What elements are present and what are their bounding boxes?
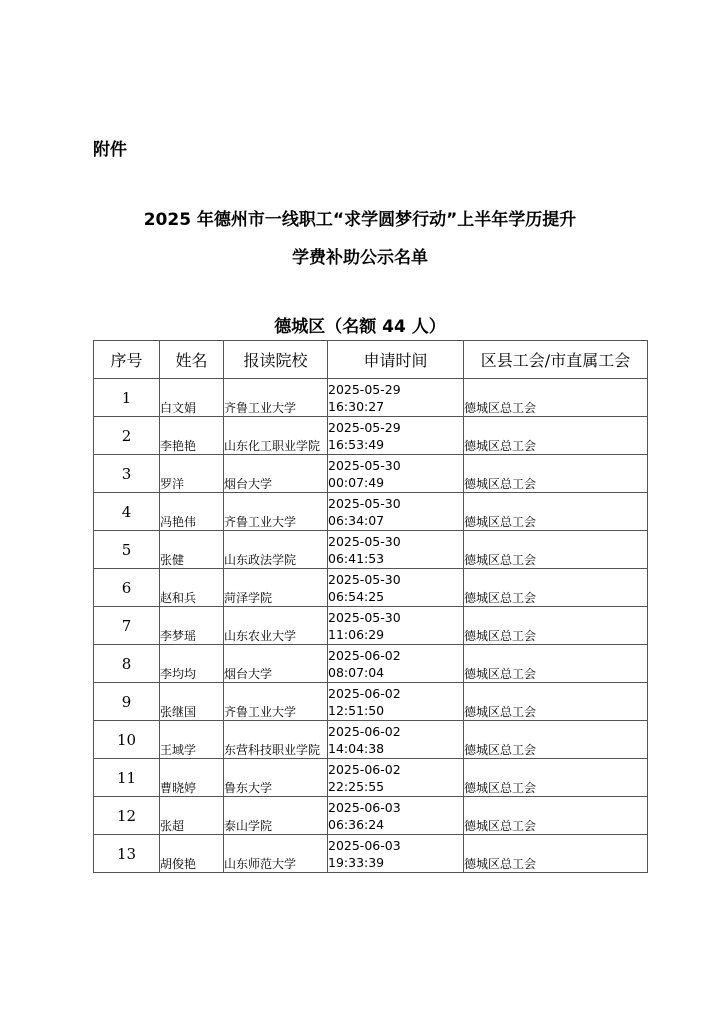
school-cell: 山东师范大学 — [224, 835, 328, 873]
table-row — [94, 797, 648, 835]
school-cell: 鲁东大学 — [224, 759, 328, 797]
apply-date: 2025-06-03 — [328, 837, 401, 853]
name-cell: 胡俊艳 — [160, 835, 224, 873]
table-row — [94, 417, 648, 455]
name-cell: 罗洋 — [160, 455, 224, 493]
seq-cell: 7 — [94, 607, 160, 645]
apply-date: 2025-05-30 — [328, 533, 401, 549]
apply-date: 2025-05-29 — [328, 419, 401, 435]
apply-time-cell — [328, 569, 464, 607]
seq-cell: 2 — [94, 417, 160, 455]
school-cell: 烟台大学 — [224, 455, 328, 493]
header-seq: 序号 — [94, 341, 160, 379]
seq-cell: 12 — [94, 797, 160, 835]
apply-time-cell — [328, 721, 464, 759]
union-cell: 德城区总工会 — [464, 797, 648, 835]
union-cell: 德城区总工会 — [464, 493, 648, 531]
table-header-row — [94, 341, 648, 379]
union-cell: 德城区总工会 — [464, 721, 648, 759]
union-cell: 德城区总工会 — [464, 569, 648, 607]
apply-time-cell — [328, 797, 464, 835]
apply-time-cell — [328, 683, 464, 721]
apply-clock: 11:06:29 — [328, 626, 385, 642]
seq-cell: 13 — [94, 835, 160, 873]
table-row — [94, 721, 648, 759]
apply-clock: 12:51:50 — [328, 702, 385, 718]
section-title: 德城区（名额 44 人） — [274, 317, 446, 337]
table-row — [94, 531, 648, 569]
document-title-line-2: 学费补助公示名单 — [292, 248, 428, 268]
apply-date: 2025-05-29 — [328, 381, 401, 397]
header-school: 报读院校 — [224, 341, 328, 379]
apply-clock: 06:54:25 — [328, 588, 385, 604]
name-cell: 曹晓婷 — [160, 759, 224, 797]
table-row — [94, 493, 648, 531]
table-row — [94, 379, 648, 417]
seq-cell: 10 — [94, 721, 160, 759]
seq-cell: 6 — [94, 569, 160, 607]
seq-cell: 4 — [94, 493, 160, 531]
school-cell: 山东农业大学 — [224, 607, 328, 645]
name-cell: 张健 — [160, 531, 224, 569]
table-row — [94, 607, 648, 645]
union-cell: 德城区总工会 — [464, 607, 648, 645]
apply-clock: 19:33:39 — [328, 854, 385, 870]
apply-time-cell — [328, 455, 464, 493]
apply-time-cell — [328, 531, 464, 569]
name-cell: 王域学 — [160, 721, 224, 759]
attachment-label: 附件 — [93, 140, 127, 160]
school-cell: 烟台大学 — [224, 645, 328, 683]
school-cell: 齐鲁工业大学 — [224, 379, 328, 417]
apply-clock: 22:25:55 — [328, 778, 385, 794]
apply-time-cell — [328, 493, 464, 531]
table-row — [94, 645, 648, 683]
apply-date: 2025-06-02 — [328, 761, 401, 777]
apply-clock: 16:53:49 — [328, 436, 385, 452]
union-cell: 德城区总工会 — [464, 835, 648, 873]
school-cell: 齐鲁工业大学 — [224, 493, 328, 531]
table-row — [94, 835, 648, 873]
name-cell: 白文娟 — [160, 379, 224, 417]
apply-time-cell — [328, 379, 464, 417]
apply-time-cell — [328, 417, 464, 455]
apply-date: 2025-06-02 — [328, 685, 401, 701]
apply-date: 2025-05-30 — [328, 571, 401, 587]
apply-clock: 08:07:04 — [328, 664, 385, 680]
name-cell: 冯艳伟 — [160, 493, 224, 531]
header-union: 区县工会/市直属工会 — [464, 341, 648, 379]
seq-cell: 8 — [94, 645, 160, 683]
union-cell: 德城区总工会 — [464, 683, 648, 721]
subsidy-table — [93, 340, 648, 873]
document-title-line-1: 2025 年德州市一线职工“求学圆梦行动”上半年学历提升 — [143, 210, 577, 230]
apply-clock: 06:41:53 — [328, 550, 385, 566]
apply-clock: 00:07:49 — [328, 474, 385, 490]
apply-clock: 06:36:24 — [328, 816, 385, 832]
apply-clock: 16:30:27 — [328, 398, 385, 414]
table-row — [94, 455, 648, 493]
union-cell: 德城区总工会 — [464, 455, 648, 493]
union-cell: 德城区总工会 — [464, 645, 648, 683]
seq-cell: 3 — [94, 455, 160, 493]
name-cell: 张继国 — [160, 683, 224, 721]
table-row — [94, 569, 648, 607]
school-cell: 东营科技职业学院 — [224, 721, 328, 759]
apply-date: 2025-06-03 — [328, 799, 401, 815]
apply-date: 2025-06-02 — [328, 723, 401, 739]
table-row — [94, 759, 648, 797]
seq-cell: 9 — [94, 683, 160, 721]
name-cell: 李梦瑶 — [160, 607, 224, 645]
union-cell: 德城区总工会 — [464, 417, 648, 455]
name-cell: 赵和兵 — [160, 569, 224, 607]
name-cell: 张超 — [160, 797, 224, 835]
school-cell: 山东化工职业学院 — [224, 417, 328, 455]
seq-cell: 5 — [94, 531, 160, 569]
apply-time-cell — [328, 607, 464, 645]
apply-date: 2025-06-02 — [328, 647, 401, 663]
school-cell: 山东政法学院 — [224, 531, 328, 569]
header-apply-time: 申请时间 — [328, 341, 464, 379]
apply-clock: 06:34:07 — [328, 512, 385, 528]
apply-time-cell — [328, 645, 464, 683]
school-cell: 菏泽学院 — [224, 569, 328, 607]
seq-cell: 11 — [94, 759, 160, 797]
name-cell: 李艳艳 — [160, 417, 224, 455]
apply-date: 2025-05-30 — [328, 495, 401, 511]
school-cell: 齐鲁工业大学 — [224, 683, 328, 721]
school-cell: 泰山学院 — [224, 797, 328, 835]
apply-time-cell — [328, 835, 464, 873]
apply-time-cell — [328, 759, 464, 797]
table-row — [94, 683, 648, 721]
union-cell: 德城区总工会 — [464, 379, 648, 417]
apply-clock: 14:04:38 — [328, 740, 385, 756]
union-cell: 德城区总工会 — [464, 531, 648, 569]
seq-cell: 1 — [94, 379, 160, 417]
union-cell: 德城区总工会 — [464, 759, 648, 797]
apply-date: 2025-05-30 — [328, 609, 401, 625]
name-cell: 李均均 — [160, 645, 224, 683]
apply-date: 2025-05-30 — [328, 457, 401, 473]
header-name: 姓名 — [160, 341, 224, 379]
